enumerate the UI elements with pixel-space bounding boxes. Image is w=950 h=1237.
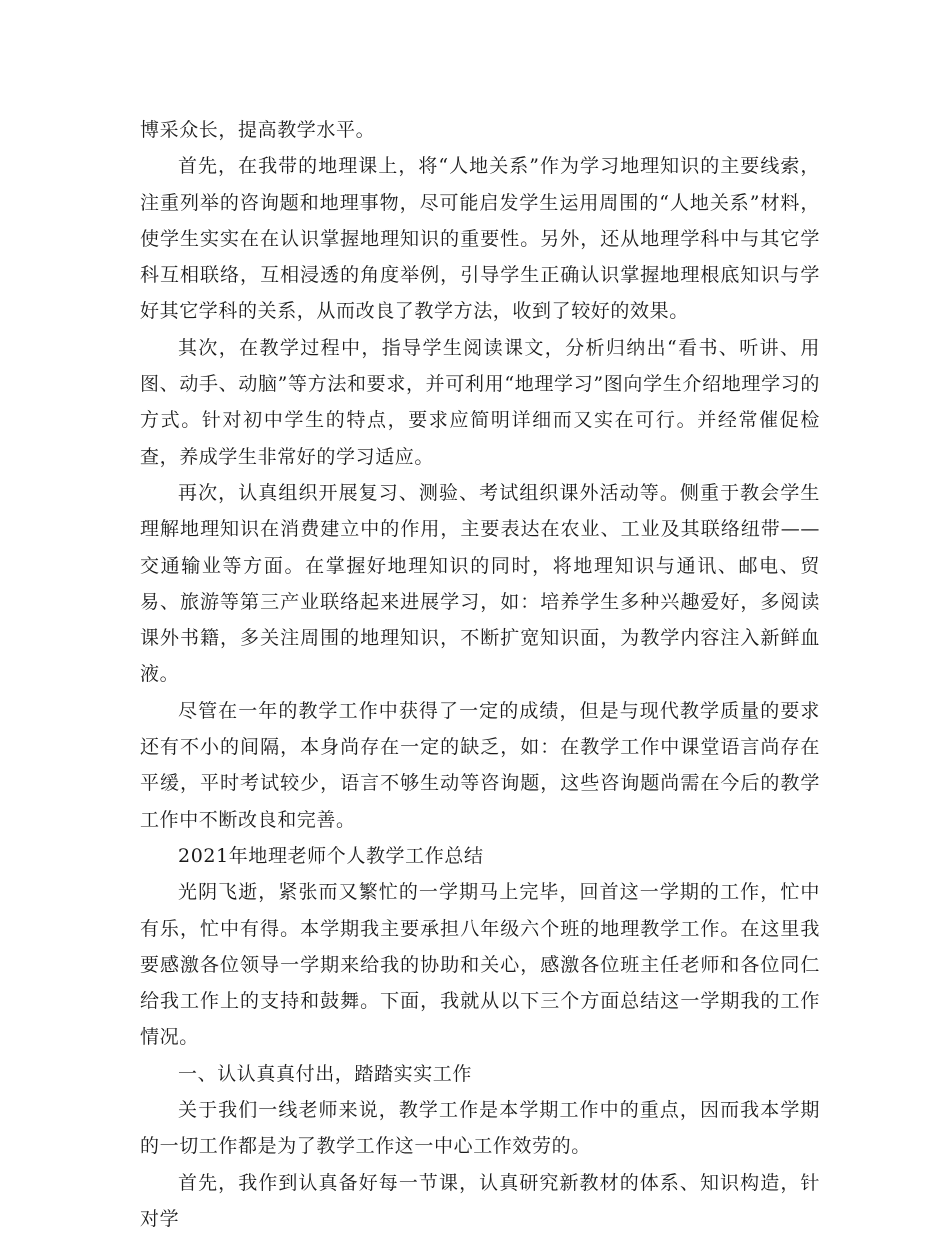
- paragraph-second-method: 其次，在教学过程中，指导学生阅读课文，分析归纳出“看书、听讲、用图、动手、动脑”等方法和要求，并可利用“地理学习”图向学生介绍地理学习的方式。针对初中学生的特点，要求应简明详细而又实在可行。并经常催促检查，养成学生非常好的学习适应。: [140, 336, 820, 468]
- paragraph-shortcomings: 尽管在一年的教学工作中获得了一定的成绩，但是与现代教学质量的要求还有不小的间隔，本身尚存在一定的缺乏，如：在教学工作中课堂语言尚存在平缓，平时考试较少，语言不够生动等咨询题，这些咨询题尚需在今后的教学工作中不断改良和完善。: [140, 699, 820, 831]
- paragraph-teaching-focus: 关于我们一线老师来说，教学工作是本学期工作中的重点，因而我本学期的一切工作都是为了教学工作这一中心工作效劳的。: [140, 1099, 820, 1158]
- section-heading-one: 一、认认真真付出，踏踏实实工作: [178, 1062, 473, 1085]
- paragraph-third-method: 再次，认真组织开展复习、测验、考试组织课外活动等。侧重于教会学生理解地理知识在消费建立中的作用，主要表达在农业、工业及其联络纽带——交通输业等方面。在掌握好地理知识的同时，将地理知识与通讯、邮电、贸易、旅游等第三产业联络起来进展学习，如：培养学生多种兴趣爱好，多阅读课外书籍，多关注周围的地理知识，不断扩宽知识面，为教学内容注入新鲜血液。: [140, 481, 820, 686]
- document-body: [140, 112, 820, 1237]
- section-title: 2021年地理老师个人教学工作总结: [178, 844, 484, 867]
- paragraph-first-method: 首先，在我带的地理课上，将“人地关系”作为学习地理知识的主要线索，注重列举的咨询题和地理事物，尽可能启发学生运用周围的“人地关系”材料，使学生实实在在认识掌握地理知识的重要性。另外，还从地理学科中与其它学科互相联络，互相浸透的角度举例，引导学生正确认识掌握地理根底知识与学好其它学科的关系，从而改良了教学方法，收到了较好的效果。: [140, 155, 820, 323]
- paragraph-lesson-prep: 首先，我作到认真备好每一节课，认真研究新教材的体系、知识构造，针对学: [140, 1171, 820, 1230]
- paragraph-continuation: 博采众长，提高教学水平。: [140, 119, 376, 141]
- paragraph-introduction: 光阴飞逝，紧张而又繁忙的一学期马上完毕，回首这一学期的工作，忙中有乐，忙中有得。本学期我主要承担八年级六个班的地理教学工作。在这里我要感激各位领导一学期来给我的协助和关心，感激各位班主任老师和各位同仁给我工作上的支持和鼓舞。下面，我就从以下三个方面总结这一学期我的工作情况。: [140, 881, 820, 1049]
